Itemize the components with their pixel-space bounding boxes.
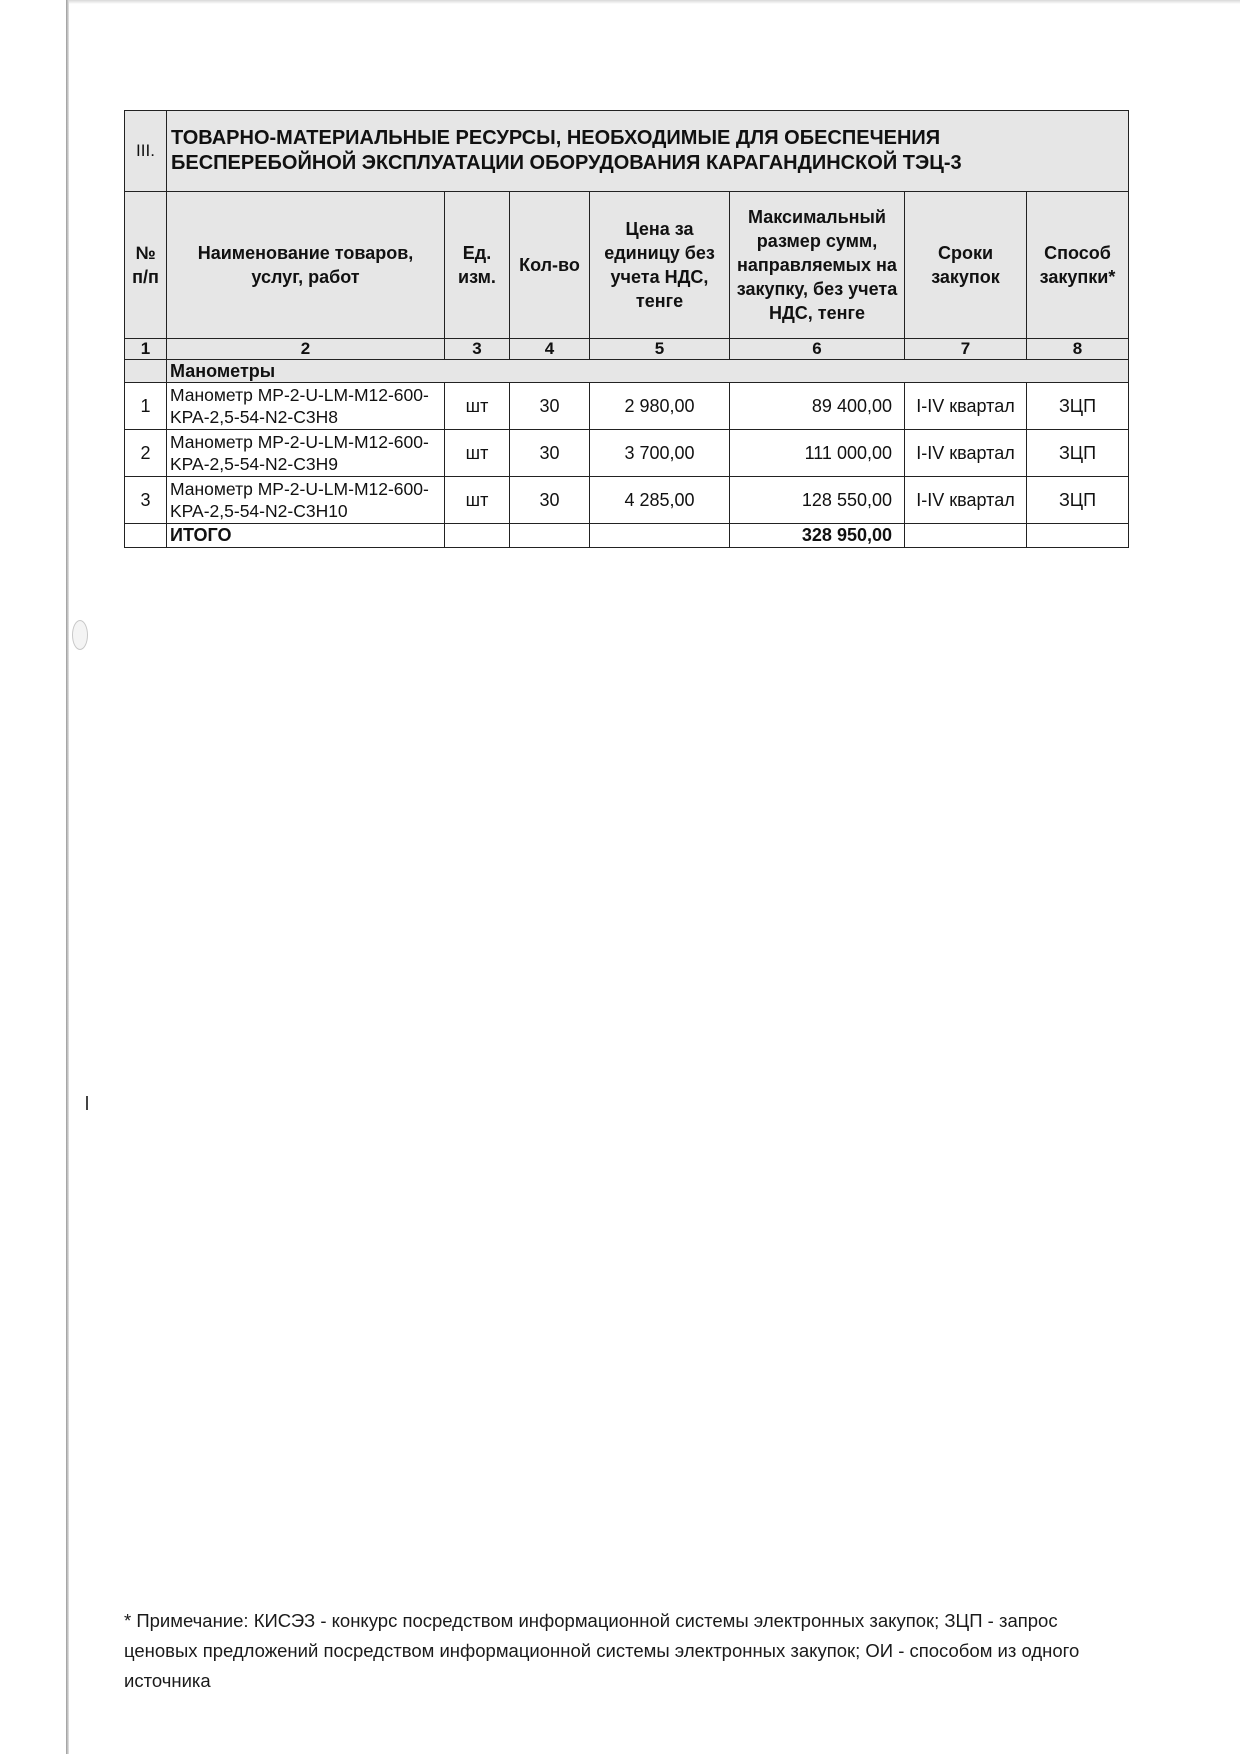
total-empty — [590, 524, 730, 548]
item-sum: 128 550,00 — [730, 477, 905, 524]
col-header-unit: Ед. изм. — [445, 192, 510, 339]
col-number: 8 — [1027, 339, 1129, 360]
col-header-price: Цена за единицу без учета НДС, тенге — [590, 192, 730, 339]
item-name: Манометр МР-2-U-LM-M12-600-KPA-2,5-54-N2-C3H10 — [167, 477, 445, 524]
col-number: 3 — [445, 339, 510, 360]
item-unit: шт — [445, 477, 510, 524]
item-quantity: 30 — [510, 477, 590, 524]
total-empty — [1027, 524, 1129, 548]
section-header-row — [125, 111, 1129, 192]
group-row — [125, 360, 1129, 383]
total-sum: 328 950,00 — [730, 524, 905, 548]
col-header-name: Наименование товаров, услуг, работ — [167, 192, 445, 339]
total-spacer — [125, 524, 167, 548]
procurement-table — [124, 110, 1129, 548]
section-title: ТОВАРНО-МАТЕРИАЛЬНЫЕ РЕСУРСЫ, НЕОБХОДИМЫЕ ДЛЯ ОБЕСПЕЧЕНИЯ БЕСПЕРЕБОЙНОЙ ЭКСПЛУАТАЦИИ ОБОРУДОВАНИЯ КАРАГАНДИНСКОЙ ТЭЦ-3 — [167, 111, 1129, 192]
col-header-method: Способ закупки* — [1027, 192, 1129, 339]
section-number: III. — [125, 111, 167, 192]
col-header-quantity: Кол-во — [510, 192, 590, 339]
punch-hole — [72, 620, 88, 650]
row-number: 2 — [125, 430, 167, 477]
col-header-number: № п/п — [125, 192, 167, 339]
scan-mark — [86, 1096, 88, 1110]
row-number: 1 — [125, 383, 167, 430]
row-number: 3 — [125, 477, 167, 524]
column-number-row — [125, 339, 1129, 360]
column-header-row — [125, 192, 1129, 339]
total-row — [125, 524, 1129, 548]
item-unit: шт — [445, 383, 510, 430]
item-price: 2 980,00 — [590, 383, 730, 430]
scan-edge-top — [66, 0, 1240, 4]
item-method: ЗЦП — [1027, 430, 1129, 477]
item-sum: 89 400,00 — [730, 383, 905, 430]
col-number: 4 — [510, 339, 590, 360]
table-row — [125, 477, 1129, 524]
col-header-period: Сроки закупок — [905, 192, 1027, 339]
item-name: Манометр МР-2-U-LM-M12-600-KPA-2,5-54-N2-C3H9 — [167, 430, 445, 477]
item-name: Манометр МР-2-U-LM-M12-600-KPA-2,5-54-N2-C3H8 — [167, 383, 445, 430]
col-number: 5 — [590, 339, 730, 360]
item-period: I-IV квартал — [905, 430, 1027, 477]
item-period: I-IV квартал — [905, 383, 1027, 430]
item-method: ЗЦП — [1027, 383, 1129, 430]
col-number: 2 — [167, 339, 445, 360]
col-number: 7 — [905, 339, 1027, 360]
table-row — [125, 383, 1129, 430]
col-number: 6 — [730, 339, 905, 360]
item-price: 4 285,00 — [590, 477, 730, 524]
col-number: 1 — [125, 339, 167, 360]
item-quantity: 30 — [510, 383, 590, 430]
total-empty — [905, 524, 1027, 548]
item-unit: шт — [445, 430, 510, 477]
item-quantity: 30 — [510, 430, 590, 477]
item-sum: 111 000,00 — [730, 430, 905, 477]
col-header-max-sum: Максимальный размер сумм, направляемых на закупку, без учета НДС, тенге — [730, 192, 905, 339]
item-method: ЗЦП — [1027, 477, 1129, 524]
group-spacer — [125, 360, 167, 383]
total-empty — [445, 524, 510, 548]
total-empty — [510, 524, 590, 548]
table-row — [125, 430, 1129, 477]
group-title: Манометры — [167, 360, 1129, 383]
total-label: ИТОГО — [167, 524, 445, 548]
item-price: 3 700,00 — [590, 430, 730, 477]
footnote: * Примечание: КИСЭЗ - конкурс посредством информационной системы электронных закупок; ЗЦП - запрос ценовых предложений посредством информационной системы электронных закупок; ОИ - способом из одного источника — [124, 1610, 1080, 1691]
scan-edge-left — [66, 0, 69, 1754]
item-period: I-IV квартал — [905, 477, 1027, 524]
